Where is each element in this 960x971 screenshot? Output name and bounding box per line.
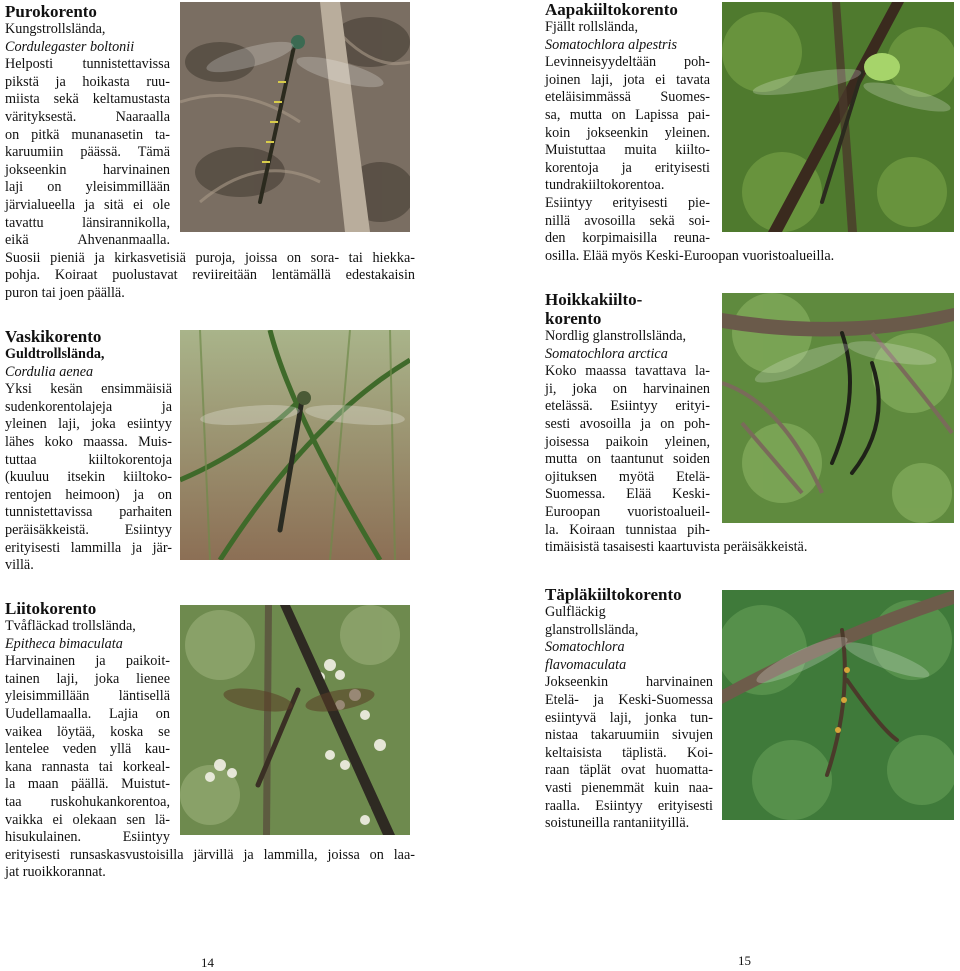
swedish-name: Kungstrollslända, bbox=[5, 21, 106, 37]
latin-name: Somatochlora arctica bbox=[545, 345, 668, 362]
body-line: joinen laji, jota ei tavata bbox=[545, 71, 710, 88]
entry-title: Liitokorento bbox=[5, 599, 97, 618]
body-line: keltaisista täplistä. Koi- bbox=[545, 744, 713, 761]
body-line: tundrakiiltokorentoa. bbox=[545, 177, 665, 194]
entry-title-line: korento bbox=[545, 309, 602, 328]
body-line: timäisistä tasaisesti kaartuvista peräisäkkeistä. bbox=[545, 539, 808, 556]
body-line: tuttaa kiiltokorentoja bbox=[5, 451, 172, 468]
body-line: (kuuluu itsekin kiiltoko- bbox=[5, 469, 172, 486]
body-line: taa ruskohukankorentoa, bbox=[5, 793, 170, 810]
body-line: sa, mutta on Lapissa pai- bbox=[545, 106, 710, 123]
body-line: Euroopan vuoristoalueil- bbox=[545, 503, 710, 520]
dragonfly-photo-vaskikorento bbox=[180, 330, 410, 560]
body-line: vaikea löytää, koska se bbox=[5, 723, 170, 740]
body-line: erityisesti lammilla ja jär- bbox=[5, 539, 172, 556]
body-line: esiintyvä laji, jonka tun- bbox=[545, 709, 713, 726]
body-line: osilla. Elää myös Keski-Euroopan vuoristoalueilla. bbox=[545, 247, 835, 264]
body-line: rentojen heimoon) ja on bbox=[5, 486, 172, 503]
body-line: järvialueella ja sitä ei ole bbox=[5, 196, 170, 213]
body-line: Helposti tunnistettavissa bbox=[5, 56, 170, 73]
body-line: Koko maassa tavattava la- bbox=[545, 363, 710, 380]
entry-title-line: Hoikkakiilto- bbox=[545, 290, 643, 309]
body-line: Uudellamaalla. Lajia on bbox=[5, 705, 170, 722]
latin-name: Cordulia aenea bbox=[5, 363, 94, 380]
entry-title: Täpläkiiltokorento bbox=[545, 585, 682, 604]
body-line: joisessa paikoin yleinen, bbox=[545, 433, 710, 450]
swedish-name-line: Gulfläckig bbox=[545, 604, 606, 620]
body-line: raan täplät ovat huomatta- bbox=[545, 762, 713, 779]
body-line: peräisäkkeistä. Esiintyy bbox=[5, 521, 172, 538]
body-line: eikä Ahvenanmaalla. bbox=[5, 232, 170, 249]
body-line: sudenkorentolajeja ja bbox=[5, 398, 172, 415]
body-line: pikstä ja hoikasta ruu- bbox=[5, 73, 170, 90]
entry-body bbox=[5, 381, 180, 575]
body-line: lähes koko maassa. Muis- bbox=[5, 433, 172, 450]
dragonfly-photo-purokorento bbox=[180, 2, 410, 232]
latin-name: Cordulegaster boltonii bbox=[5, 38, 135, 55]
body-line: la. Koiraan tunnistaa pih- bbox=[545, 521, 710, 538]
latin-name-line: flavomaculata bbox=[545, 656, 627, 673]
body-line: karuumiin päässä. Tämä bbox=[5, 144, 170, 161]
body-line: Suosii pieniä ja kirkasvetisiä puroja, joissa on sora- tai hiekka- bbox=[5, 249, 415, 266]
body-line: tainen laji, joka lienee bbox=[5, 670, 170, 687]
body-line: yleisimmillään läntisellä bbox=[5, 688, 170, 705]
body-line: tavattu länsirannikolla, bbox=[5, 214, 170, 231]
body-line: erityisesti runsaskasvustoisilla järvillä ja lammilla, joissa on laa- bbox=[5, 846, 415, 863]
swedish-name: Tvåfläckad trollslända, bbox=[5, 618, 136, 634]
latin-name: Somatochlora alpestris bbox=[545, 36, 678, 53]
body-line: raalla. Esiintyy erityisesti bbox=[545, 797, 713, 814]
swedish-name: Fjällt rollslända, bbox=[545, 19, 638, 35]
body-line: den korpimaisilla reuna- bbox=[545, 230, 710, 247]
body-line: soistuneilla rantaniityillä. bbox=[545, 815, 690, 832]
body-line: vaikka ei olekaan sen lä- bbox=[5, 811, 170, 828]
body-line: nillä avosoilla sekä soi- bbox=[545, 212, 710, 229]
body-line: tunnistettavissa parhaiten bbox=[5, 504, 172, 521]
body-line: la maan päällä. Muistut- bbox=[5, 776, 170, 793]
dragonfly-photo-aapakiiltokorento bbox=[722, 2, 954, 232]
dragonfly-photo-taplakiiltokorento bbox=[722, 590, 954, 820]
body-line: Levinneisyydeltään poh- bbox=[545, 54, 710, 71]
entry-title: Vaskikorento bbox=[5, 327, 102, 346]
body-line: Esiintyy erityisesti pie- bbox=[545, 194, 710, 211]
swedish-name-line: glanstrollslända, bbox=[545, 621, 639, 638]
body-line: Muistuttaa muita kiilto- bbox=[545, 142, 710, 159]
body-line: mutta on taantunut soiden bbox=[545, 451, 710, 468]
body-line: lentelee veden yllä kau- bbox=[5, 741, 170, 758]
body-line: puron tai joen päällä. bbox=[5, 284, 125, 301]
body-line: on pitkä munanasetin ta- bbox=[5, 126, 170, 143]
latin-name-line: Somatochlora bbox=[545, 639, 625, 656]
body-line: eteläisimmässä Suomes- bbox=[545, 89, 710, 106]
body-line: etelässä. Esiintyy erityi- bbox=[545, 398, 710, 415]
swedish-name: Nordlig glanstrollslända, bbox=[545, 328, 687, 344]
dragonfly-photo-liitokorento bbox=[180, 605, 410, 835]
body-line: miista sekä keltamustasta bbox=[5, 91, 170, 108]
body-line: Etelä- ja Keski-Suomessa bbox=[545, 691, 713, 708]
body-line: Yksi kesän ensimmäisiä bbox=[5, 381, 172, 398]
body-line: yleinen laji, joka esiintyy bbox=[5, 416, 172, 433]
latin-name: Epitheca bimaculata bbox=[5, 635, 123, 652]
entry-title: Purokorento bbox=[5, 2, 97, 21]
body-line: Suomessa. Elää Keski- bbox=[545, 486, 710, 503]
body-line: sesti avosoilla ja on poh- bbox=[545, 415, 710, 432]
body-line: jat ruoikkorannat. bbox=[5, 864, 106, 881]
page-number-left: 14 bbox=[201, 955, 214, 970]
body-line: vasti pienemmät kuin naa- bbox=[545, 779, 713, 796]
body-line: värityksestä. Naaraalla bbox=[5, 108, 170, 125]
body-line: jokseenkin harvinainen bbox=[5, 161, 170, 178]
entry-title: Aapakiiltokorento bbox=[545, 0, 678, 19]
dragonfly-photo-hoikkakiiltokorento bbox=[722, 293, 954, 523]
entry-taplakiiltokorento bbox=[545, 585, 720, 833]
page-number-right: 15 bbox=[738, 953, 751, 968]
swedish-name: Guldtrollslända, bbox=[5, 346, 105, 362]
body-line: pohja. Koiraat puolustavat reviireitään lentämällä edestakaisin bbox=[5, 267, 415, 284]
body-line: laji on yleisimmillään bbox=[5, 179, 170, 196]
body-line: nistaa takaruumiin sivujen bbox=[545, 727, 713, 744]
body-line: korentoja ja erityisesti bbox=[545, 159, 710, 176]
body-line: Harvinainen ja paikoit- bbox=[5, 653, 170, 670]
body-line: villä. bbox=[5, 557, 34, 574]
body-line: Jokseenkin harvinainen bbox=[545, 674, 713, 691]
body-line: koin jokseenkin yleinen. bbox=[545, 124, 710, 141]
body-line: ji, joka on harvinainen bbox=[545, 380, 710, 397]
entry-body bbox=[545, 674, 720, 832]
body-line: hisukulainen. Esiintyy bbox=[5, 829, 170, 846]
entry-vaskikorento bbox=[5, 327, 180, 575]
body-line: kana rannasta tai korkeal- bbox=[5, 758, 170, 775]
body-line: ojituksen myötä Etelä- bbox=[545, 468, 710, 485]
